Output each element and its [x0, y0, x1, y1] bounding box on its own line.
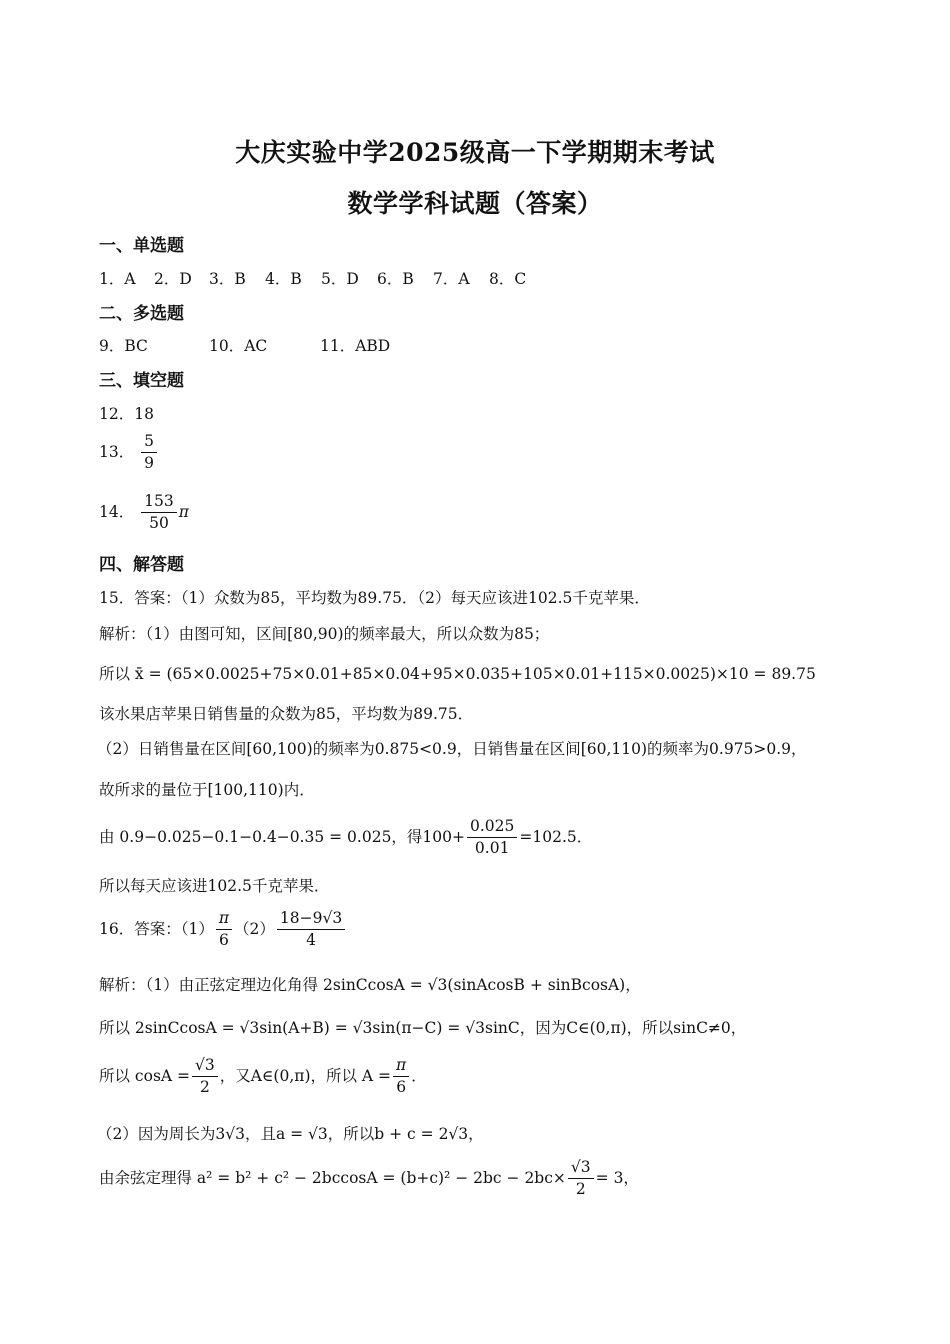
q15-conclusion-2: 所以每天应该进102.5千克苹果． — [99, 877, 330, 895]
q16-l5-denominator: 2 — [575, 1180, 586, 1199]
q16-analysis-2: 所以 2sinCcosA = √3sin(A+B) = √3sin(π−C) = √3sinC，因为C∈(0,π)，所以sinC≠0， — [99, 1019, 747, 1037]
q16-l3-denominator-2: 6 — [396, 1078, 407, 1097]
q15-conclusion-1: 该水果店苹果日销售量的众数为85，平均数为89.75． — [99, 705, 474, 723]
section-heading-single-choice: 一、单选题 — [99, 236, 184, 256]
exam-title: 大庆实验中学2025级高一下学期期末考试 — [235, 138, 715, 167]
answer-13-fraction — [141, 432, 157, 474]
answer-9: 9．BC — [99, 337, 148, 355]
q16-answer — [99, 909, 347, 951]
q16-answer-2-denominator: 4 — [306, 931, 316, 950]
answer-12: 12．18 — [99, 405, 154, 423]
q16-l3-fraction-1 — [192, 1056, 218, 1098]
answer-13-numerator: 5 — [141, 432, 157, 453]
q15-answer: 15．答案：（1）众数为85，平均数为89.75．（2）每天应该进102.5千克苹果． — [99, 589, 650, 607]
answer-14 — [99, 492, 189, 534]
q16-l3-suffix: ． — [411, 1066, 427, 1085]
answer-14-numerator: 153 — [141, 492, 177, 513]
q16-l5-fraction — [568, 1158, 594, 1200]
q16-answer-2-numerator: 18−9√3 — [277, 909, 345, 930]
answer-1: 1．A — [99, 270, 136, 288]
q16-answer-prefix: 16．答案：（1） — [99, 919, 214, 938]
answer-14-label: 14． — [99, 502, 135, 521]
exam-subtitle: 数学学科试题（答案） — [347, 189, 603, 218]
q15-calc-numerator: 0.025 — [467, 817, 517, 838]
answer-13-denominator: 9 — [144, 454, 155, 473]
answer-14-pi: π — [178, 502, 189, 521]
q16-answer-mid: （2） — [234, 919, 275, 938]
q16-analysis-5 — [99, 1158, 639, 1200]
q15-analysis-2: （2）日销售量在区间[60,100)的频率为0.875<0.9，日销售量在区间[60,110)的频率为0.975>0.9， — [97, 740, 807, 758]
answer-10: 10．AC — [209, 337, 268, 355]
answer-14-fraction — [141, 492, 177, 534]
section-heading-fill-blank: 三、填空题 — [99, 371, 184, 391]
answer-14-denominator: 50 — [149, 514, 169, 533]
q16-l3-numerator-2: π — [393, 1056, 409, 1077]
multi-choice-answers — [99, 334, 390, 356]
q16-l5-numerator: √3 — [568, 1158, 594, 1179]
q16-l5-suffix: = 3， — [595, 1168, 639, 1187]
q16-analysis-3 — [99, 1056, 427, 1098]
q16-l3-mid: ，又A∈(0,π)，所以 A = — [219, 1066, 392, 1085]
q15-calc-fraction — [467, 817, 517, 859]
q16-answer-1-denominator: 6 — [219, 931, 229, 950]
answer-5: 5．D — [321, 270, 359, 288]
single-choice-answers — [99, 267, 526, 289]
section-heading-solutions: 四、解答题 — [99, 555, 184, 575]
answer-8: 8．C — [489, 270, 527, 288]
q15-calc-suffix: =102.5． — [519, 827, 593, 846]
q16-l5-prefix: 由余弦定理得 a² = b² + c² − 2bccosA = (b+c)² − 2bc − 2bc× — [99, 1168, 566, 1187]
section-heading-multi-choice: 二、多选题 — [99, 304, 184, 324]
q16-analysis-1: 解析：（1）由正弦定理边化角得 2sinCcosA = √3(sinAcosB + sinBcosA)， — [99, 976, 641, 994]
q16-l3-prefix: 所以 cosA = — [99, 1066, 191, 1085]
q16-l3-numerator-1: √3 — [192, 1056, 218, 1077]
q15-calc-denominator: 0.01 — [474, 839, 510, 858]
q15-mean-formula: 所以 x̄ = (65×0.0025+75×0.01+85×0.04+95×0.035+105×0.01+115×0.0025)×10 = 89.75 — [99, 665, 816, 683]
answer-6: 6．B — [377, 270, 414, 288]
answer-11: 11．ABD — [320, 337, 391, 355]
q16-answer-1-fraction — [216, 909, 232, 951]
q16-answer-2-fraction — [277, 909, 345, 951]
q16-l3-denominator-1: 2 — [199, 1078, 210, 1097]
q16-l3-fraction-2 — [393, 1056, 409, 1098]
q15-analysis-1: 解析：（1）由图可知，区间[80,90)的频率最大，所以众数为85； — [99, 625, 550, 643]
answer-3: 3．B — [209, 270, 246, 288]
q15-interval: 故所求的量位于[100,110)内． — [99, 781, 315, 799]
answer-13-label: 13． — [99, 442, 135, 461]
q15-calculation — [99, 817, 592, 859]
answer-7: 7．A — [433, 270, 470, 288]
answer-13 — [99, 432, 159, 474]
q16-answer-1-numerator: π — [216, 909, 232, 930]
answer-2: 2．D — [154, 270, 192, 288]
q16-analysis-4: （2）因为周长为3√3，且a = √3，所以b + c = 2√3， — [97, 1125, 484, 1143]
answer-4: 4．B — [265, 270, 302, 288]
q15-calc-prefix: 由 0.9−0.025−0.1−0.4−0.35 = 0.025，得100+ — [99, 827, 465, 846]
